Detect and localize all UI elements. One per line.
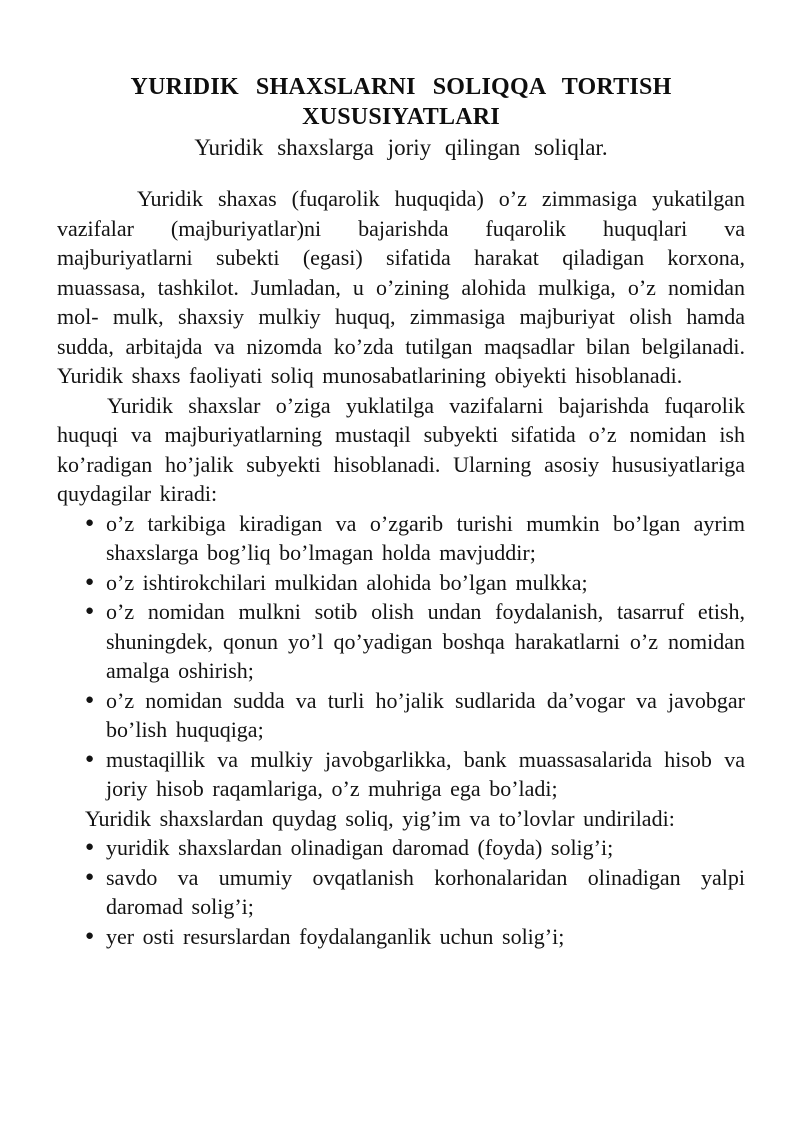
- list-item: [57, 745, 745, 804]
- list-item: [57, 833, 745, 863]
- list-item-text: o’z ishtirokchilari mulkidan alohida bo’lgan mulkka;: [106, 569, 588, 595]
- list-item: [57, 568, 745, 598]
- list-item-text: mustaqillik va mulkiy javobgarlikka, bank muassasalarida hisob va joriy hisob raqamlariga, o’z muhriga ega bo’ladi;: [106, 746, 745, 801]
- list-item-text: o’z tarkibiga kiradigan va o’zgarib turishi mumkin bo’lgan ayrim shaxslarga bog’liq bo’lmagan holda mavjuddir;: [106, 510, 745, 565]
- list-item: [57, 922, 745, 952]
- taxes-bullet-list: [57, 833, 745, 951]
- list-item-text: yuridik shaxslardan olinadigan daromad (foyda) solig’i;: [106, 835, 614, 860]
- bullet-icon: ●: [85, 927, 95, 944]
- document-title: YURIDIK SHAXSLARNI SOLIQQA TORTISH XUSUSIYATLARI: [130, 74, 672, 130]
- list-item: [57, 686, 745, 745]
- list-item: [57, 863, 745, 922]
- paragraph-features-intro: Yuridik shaxslar o’ziga yuklatilga vazifalarni bajarishda fuqarolik huquqi va majburiyatlarning mustaqil subyekti sifatida o’z nomidan ish ko’radigan ho’jalik subyekti hisoblanadi. Ularning asosiy hususiyatlariga quydagilar kiradi:: [57, 392, 745, 506]
- bullet-icon: ●: [85, 573, 95, 590]
- paragraph-definition: Yuridik shaxas (fuqarolik huquqida) o’z zimmasiga yukatilgan vazifalar (majburiyatlar)ni bajarishda fuqarolik huquqlari va majburiyatlarni subekti (egasi) sifatida harakat qiladigan korxona, muassasa, tashkilot. Jumladan, u o’zining alohida mulkiga, o’z nomidan mol- mulk, shaxsiy mulkiy huquq, zimmasiga majburiyat olish hamda sudda, arbitajda va nizomda ko’zda tutilgan maqsadlar bilan belgilanadi. Yuridik shaxs faoliyati soliq munosabatlarining obiyekti hisoblanadi.: [57, 186, 745, 388]
- list-item-text: yer osti resurslardan foydalanganlik uchun solig’i;: [106, 923, 565, 949]
- list-item: [57, 509, 745, 568]
- bullet-icon: ●: [85, 839, 95, 855]
- bullet-icon: ●: [85, 514, 95, 531]
- list-item: [57, 597, 745, 686]
- bullet-icon: ●: [85, 868, 95, 885]
- features-bullet-list: [57, 509, 745, 804]
- list-item-text: o’z nomidan mulkni sotib olish undan foydalanish, tasarruf etish, shuningdek, qonun yo’l qo’yadigan boshqa harakatlarni o’z nomidan amalga oshirish;: [106, 599, 745, 683]
- paragraph-taxes-intro: Yuridik shaxslardan quydag soliq, yig’im va to’lovlar undiriladi:: [85, 805, 675, 831]
- list-item-text: savdo va umumiy ovqatlanish korhonalaridan olinadigan yalpi daromad solig’i;: [106, 864, 745, 919]
- bullet-icon: ●: [85, 750, 95, 767]
- list-item-text: o’z nomidan sudda va turli ho’jalik sudlarida da’vogar va javobgar bo’lish huquqiga;: [106, 687, 745, 742]
- bullet-icon: ●: [85, 603, 95, 619]
- document-subtitle: Yuridik shaxslarga joriy qilingan soliqlar.: [194, 135, 608, 160]
- bullet-icon: ●: [85, 691, 95, 708]
